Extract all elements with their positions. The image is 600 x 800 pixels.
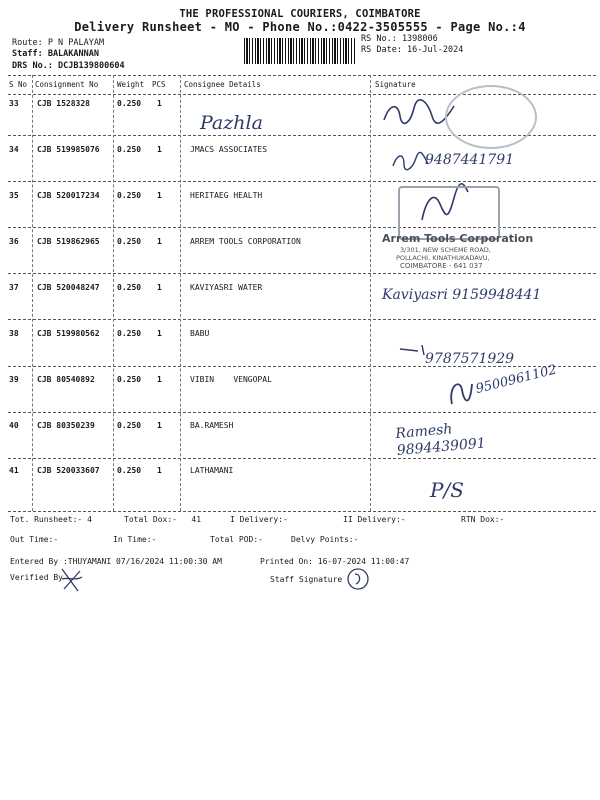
- row-pcs: 1: [157, 283, 162, 292]
- route-label: Route: P N PALAYAM: [12, 38, 105, 48]
- row-sno: 40: [9, 421, 19, 430]
- rs-date: RS Date: 16-Jul-2024: [361, 45, 464, 55]
- out-time: Out Time:-: [10, 535, 59, 544]
- row-consignment: CJB 519862965: [37, 237, 100, 246]
- col-header-pcs: PCS: [152, 80, 166, 89]
- row-weight: 0.250: [117, 466, 142, 475]
- row-consignment: CJB 80540892: [37, 375, 95, 384]
- handwritten-phone: 9787571929: [425, 351, 515, 367]
- row-sno: 37: [9, 283, 19, 292]
- handwritten-signature: Pazhla: [200, 112, 263, 134]
- row-divider: [8, 181, 596, 182]
- row-pcs: 1: [157, 99, 162, 108]
- row-sno: 36: [9, 237, 19, 246]
- in-time: In Time:-: [113, 535, 157, 544]
- row-weight: 0.250: [117, 145, 142, 154]
- table-bottom-rule: [8, 511, 596, 512]
- row-consignee: KAVIYASRI WATER: [190, 283, 263, 292]
- row-consignee: HERITAEG HEALTH: [190, 191, 263, 200]
- stamp-address-3: COIMBATORE - 641 037: [400, 262, 483, 270]
- verifier-signature-icon: [58, 565, 86, 595]
- column-divider: [180, 75, 181, 511]
- staff-label: Staff: BALAKANNAN: [12, 49, 99, 59]
- handwritten-phone: 9500961102: [474, 362, 559, 397]
- row-consignment: CJB 520033607: [37, 466, 100, 475]
- stamp-address-1: 3/301, NEW SCHEME ROAD,: [400, 246, 491, 254]
- row-weight: 0.250: [117, 329, 142, 338]
- barcode-image: [244, 38, 356, 64]
- row-consignee: BABU: [190, 329, 210, 338]
- row-sno: 38: [9, 329, 19, 338]
- stamp-address-2: POLLACHI, KINATHUKADAVU,: [396, 254, 490, 262]
- row-consignment: CJB 519985076: [37, 145, 100, 154]
- row-consignee: VIBIN VENGOPAL: [190, 375, 272, 384]
- row-weight: 0.250: [117, 99, 142, 108]
- handwritten-signature: P/S: [430, 478, 464, 502]
- row-consignee: ARREM TOOLS CORPORATION: [190, 237, 301, 246]
- entered-by: Entered By :THUYAMANI 07/16/2024 11:00:30 AM: [10, 557, 222, 566]
- verified-by-label: Verified By: [10, 573, 63, 582]
- row-consignee: BA.RAMESH: [190, 421, 234, 430]
- row-consignment: CJB 519980562: [37, 329, 100, 338]
- staff-signature-icon: [345, 566, 371, 592]
- col-header-sno: S No: [9, 80, 28, 89]
- col-header-consignment: Consignment No: [35, 80, 99, 89]
- rtn-dox: RTN Dox:-: [461, 515, 505, 524]
- row-weight: 0.250: [117, 375, 142, 384]
- row-pcs: 1: [157, 329, 162, 338]
- row-weight: 0.250: [117, 283, 142, 292]
- row-weight: 0.250: [117, 191, 142, 200]
- column-divider: [113, 75, 114, 511]
- col-header-weight: Weight: [117, 80, 145, 89]
- signature-scribble-icon: [390, 150, 430, 172]
- total-dox: Total Dox:- 41: [124, 515, 202, 524]
- row-pcs: 1: [157, 237, 162, 246]
- delivery-points: Delvy Points:-: [291, 535, 359, 544]
- company-title: THE PROFESSIONAL COURIERS, COIMBATORE: [179, 8, 421, 20]
- row-consignment: CJB 1528328: [37, 99, 90, 108]
- row-weight: 0.250: [117, 237, 142, 246]
- i-delivery: I Delivery:-: [230, 515, 288, 524]
- row-divider: [8, 273, 596, 274]
- printed-on: Printed On: 16-07-2024 11:00:47: [260, 557, 410, 566]
- table-top-rule: [8, 75, 596, 76]
- row-sno: 35: [9, 191, 19, 200]
- row-divider: [8, 412, 596, 413]
- row-pcs: 1: [157, 421, 162, 430]
- row-pcs: 1: [157, 191, 162, 200]
- row-consignment: CJB 80350239: [37, 421, 95, 430]
- total-pod: Total POD:-: [210, 535, 263, 544]
- col-header-consignee: Consignee Details: [184, 80, 261, 89]
- col-header-signature: Signature: [375, 80, 416, 89]
- row-divider: [8, 319, 596, 320]
- total-runsheet: Tot. Runsheet:- 4: [10, 515, 92, 524]
- runsheet-subtitle: Delivery Runsheet - MO - Phone No.:0422-3505555 - Page No.:4: [74, 20, 526, 34]
- column-divider: [370, 75, 371, 511]
- rs-number: RS No.: 1398006: [361, 34, 438, 44]
- row-divider: [8, 227, 596, 228]
- handwritten-signature: Ramesh 9894439091: [394, 421, 487, 460]
- signature-scribble-icon: [446, 374, 476, 410]
- ii-delivery: II Delivery:-: [343, 515, 406, 524]
- row-sno: 39: [9, 375, 19, 384]
- row-consignment: CJB 520048247: [37, 283, 100, 292]
- staff-signature-label: Staff Signature: [270, 575, 343, 584]
- row-sno: 34: [9, 145, 19, 154]
- row-divider: [8, 458, 596, 459]
- handwritten-signature: Kaviyasri 9159948441: [382, 287, 542, 303]
- row-consignee: LATHAMANI: [190, 466, 234, 475]
- row-consignment: CJB 520017234: [37, 191, 100, 200]
- row-pcs: 1: [157, 466, 162, 475]
- row-sno: 33: [9, 99, 19, 108]
- row-pcs: 1: [157, 375, 162, 384]
- handwritten-phone: 9487441791: [425, 152, 515, 168]
- row-sno: 41: [9, 466, 19, 475]
- column-divider: [32, 75, 33, 511]
- row-consignee: JMACS ASSOCIATES: [190, 145, 268, 154]
- row-pcs: 1: [157, 145, 162, 154]
- company-seal: [445, 85, 537, 149]
- stamp-company: Arrem Tools Corporation: [382, 232, 534, 245]
- row-weight: 0.250: [117, 421, 142, 430]
- drs-number: DRS No.: DCJB139800604: [12, 61, 125, 71]
